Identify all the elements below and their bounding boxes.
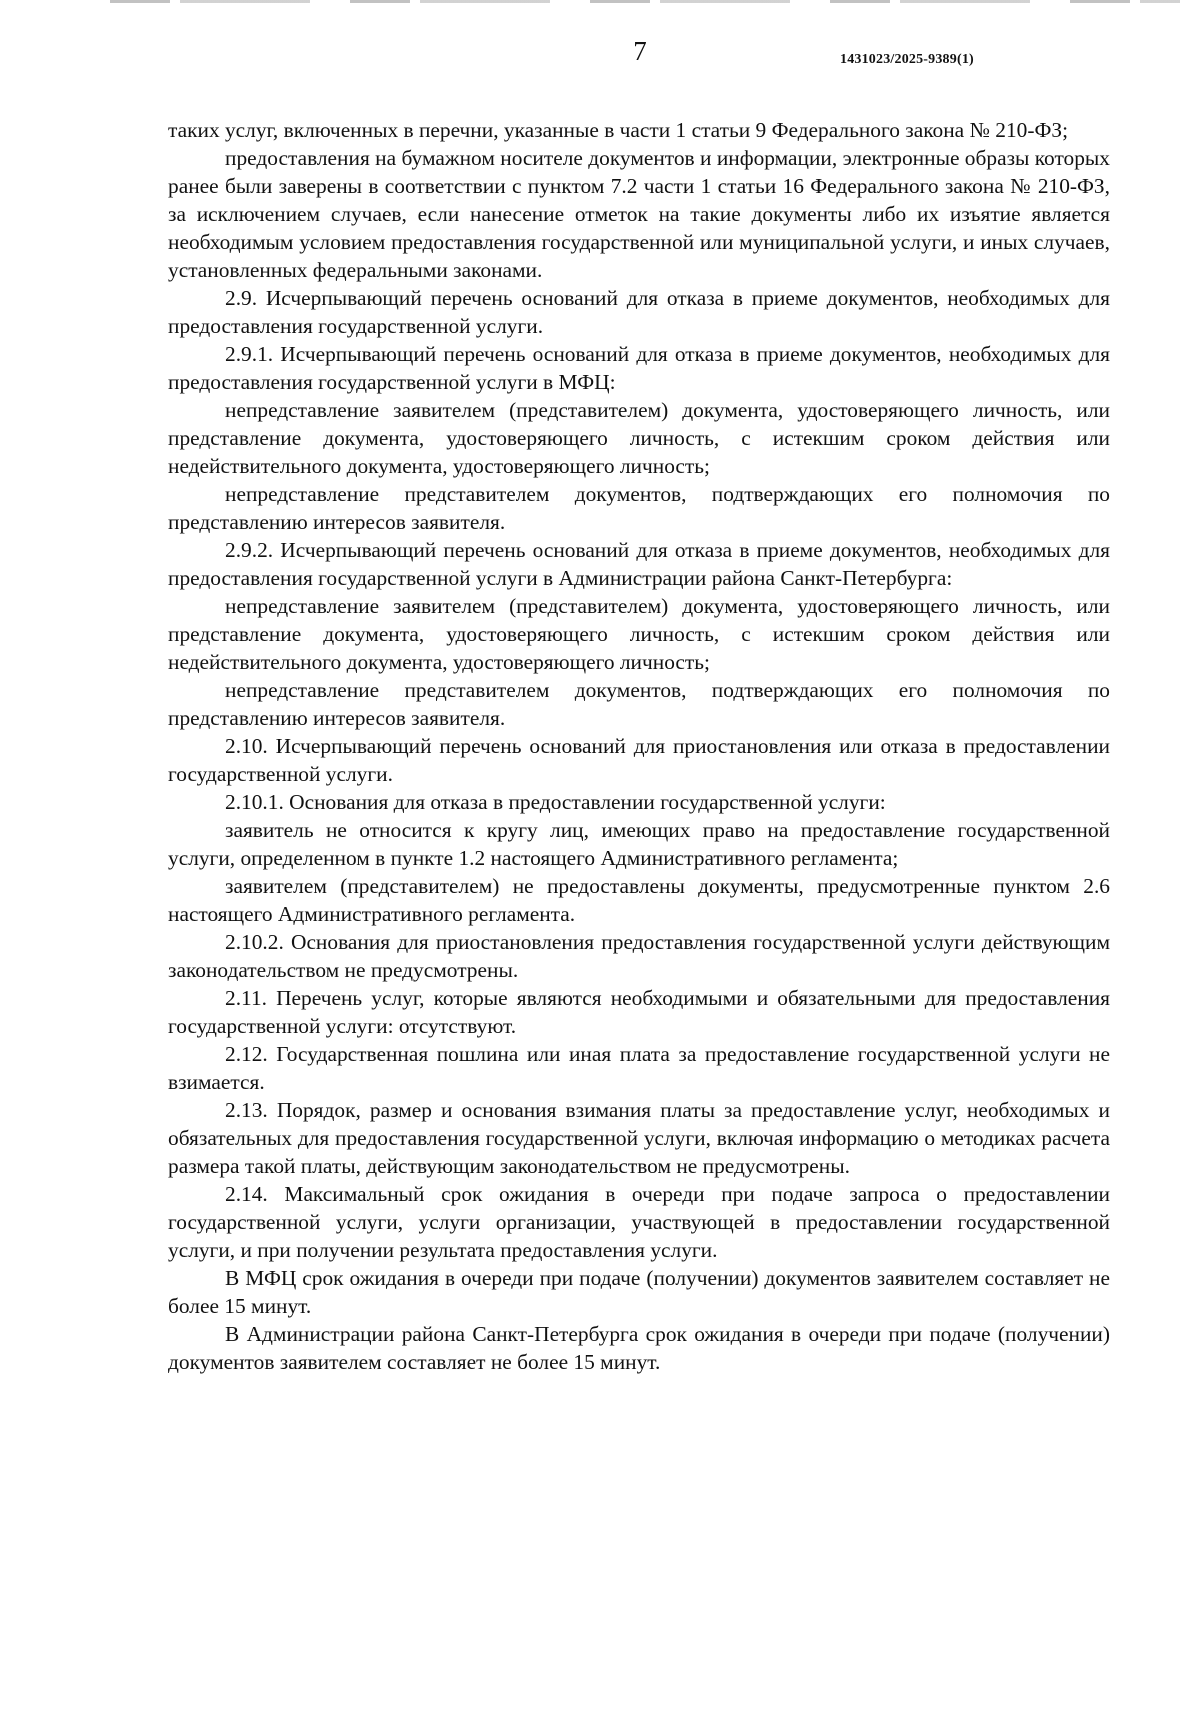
section-2-9-2: 2.9.2. Исчерпывающий перечень оснований для отказа в приеме документов, необходимых для предоставления государственной услуги в Администрации района Санкт-Петербурга: — [168, 538, 1110, 590]
document-id: 1431023/2025-9389(1) — [840, 52, 974, 67]
paragraph: непредставление представителем документов, подтверждающих его полномочия по представлению интересов заявителя. — [168, 678, 1110, 730]
section-2-14: 2.14. Максимальный срок ожидания в очереди при подаче запроса о предоставлении государственной услуги, услуги организации, участвующей в предоставлении государственной услуги, и при получении результата предоставления услуги. — [168, 1182, 1110, 1262]
section-2-9: 2.9. Исчерпывающий перечень оснований для отказа в приеме документов, необходимых для предоставления государственной услуги. — [168, 286, 1110, 338]
paragraph: непредставление представителем документов, подтверждающих его полномочия по представлению интересов заявителя. — [168, 482, 1110, 534]
section-2-13: 2.13. Порядок, размер и основания взимания платы за предоставление услуг, необходимых и обязательных для предоставления государственной услуги, включая информацию о методиках расчета размера такой платы, действующим законодательством не предусмотрены. — [168, 1098, 1110, 1178]
paragraph: предоставления на бумажном носителе документов и информации, электронные образы которых ранее были заверены в соответствии с пунктом 7.2 части 1 статьи 16 Федерального закона № 210-ФЗ, за исключением случаев, если нанесение отметок на такие документы либо их изъятие является необходимым условием предоставления государственной или муниципальной услуги, и иных случаев, установленных федеральными законами. — [168, 146, 1110, 282]
section-2-11: 2.11. Перечень услуг, которые являются необходимыми и обязательными для предоставления государственной услуги: отсутствуют. — [168, 986, 1110, 1038]
section-2-10-1: 2.10.1. Основания для отказа в предоставлении государственной услуги: — [225, 790, 886, 814]
paragraph: В Администрации района Санкт-Петербурга срок ожидания в очереди при подаче (получении) документов заявителем составляет не более 15 минут. — [168, 1322, 1110, 1374]
paragraph: заявителем (представителем) не предоставлены документы, предусмотренные пунктом 2.6 настоящего Административного регламента. — [168, 874, 1110, 926]
page-number: 7 — [633, 36, 647, 66]
section-2-12: 2.12. Государственная пошлина или иная плата за предоставление государственной услуги не взимается. — [168, 1042, 1110, 1094]
paragraph: непредставление заявителем (представителем) документа, удостоверяющего личность, или представление документа, удостоверяющего личность, с истекшим сроком действия или недействительного документа, удостоверяющего личность; — [168, 594, 1110, 674]
paragraph: заявитель не относится к кругу лиц, имеющих право на предоставление государственной услуги, определенном в пункте 1.2 настоящего Административного регламента; — [168, 818, 1110, 870]
section-2-9-1: 2.9.1. Исчерпывающий перечень оснований для отказа в приеме документов, необходимых для предоставления государственной услуги в МФЦ: — [168, 342, 1110, 394]
paragraph: непредставление заявителем (представителем) документа, удостоверяющего личность, или представление документа, удостоверяющего личность, с истекшим сроком действия или недействительного документа, удостоверяющего личность; — [168, 398, 1110, 478]
scan-edge-line — [110, 0, 1180, 3]
document-body — [168, 116, 1110, 1376]
paragraph: В МФЦ срок ожидания в очереди при подаче (получении) документов заявителем составляет не более 15 минут. — [168, 1266, 1110, 1318]
paragraph: таких услуг, включенных в перечни, указанные в части 1 статьи 9 Федерального закона № 210-ФЗ; — [168, 118, 1069, 142]
section-2-10: 2.10. Исчерпывающий перечень оснований для приостановления или отказа в предоставлении государственной услуги. — [168, 734, 1110, 786]
section-2-10-2: 2.10.2. Основания для приостановления предоставления государственной услуги действующим законодательством не предусмотрены. — [168, 930, 1110, 982]
